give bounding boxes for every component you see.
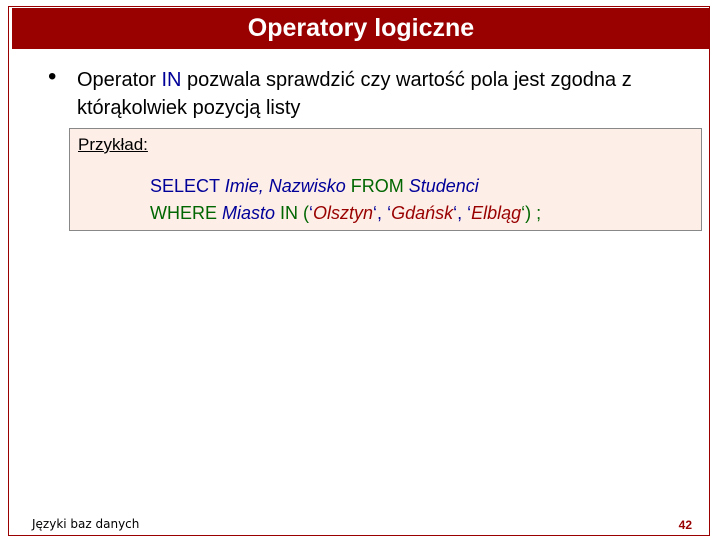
- sql-line-where: [150, 203, 541, 224]
- bullet-suffix: pozwala sprawdzić czy wartość pola jest zgodna z którąkolwiek pozycją listy: [77, 69, 632, 119]
- bullet-keyword: IN: [161, 69, 182, 91]
- sql-kw-from: FROM: [350, 176, 409, 196]
- example-box: [69, 128, 702, 231]
- sql-quote-3-close: ‘) ;: [521, 203, 542, 223]
- sql-kw-in: IN (: [280, 203, 310, 223]
- sql-table: Studenci: [408, 176, 479, 196]
- sql-kw-select: SELECT: [150, 176, 225, 196]
- sql-value-1: Olsztyn: [313, 203, 374, 223]
- bullet-icon: •: [48, 63, 57, 90]
- sql-quote-1-open: ‘: [309, 203, 314, 223]
- sql-kw-where: WHERE: [150, 203, 222, 223]
- footer-course-name: Języki baz danych: [32, 517, 140, 531]
- sql-quote-2-open: ‘: [387, 203, 392, 223]
- slide-title: [12, 8, 710, 49]
- sql-quote-2-close: ‘,: [453, 203, 468, 223]
- sql-field: Miasto: [222, 203, 281, 223]
- sql-line-select: [150, 176, 479, 197]
- sql-quote-3-open: ‘: [467, 203, 472, 223]
- sql-quote-1-close: ‘,: [373, 203, 388, 223]
- slide-title-text: Operatory logiczne: [247, 14, 475, 42]
- example-label: Przykład:: [78, 135, 148, 154]
- sql-value-2: Gdańsk: [391, 203, 454, 223]
- bullet-prefix: Operator: [77, 69, 162, 91]
- sql-value-3: Elbląg: [471, 203, 522, 223]
- bullet-text: [77, 66, 697, 122]
- sql-columns: Imie, Nazwisko: [224, 176, 351, 196]
- footer-page-number: 42: [678, 518, 692, 532]
